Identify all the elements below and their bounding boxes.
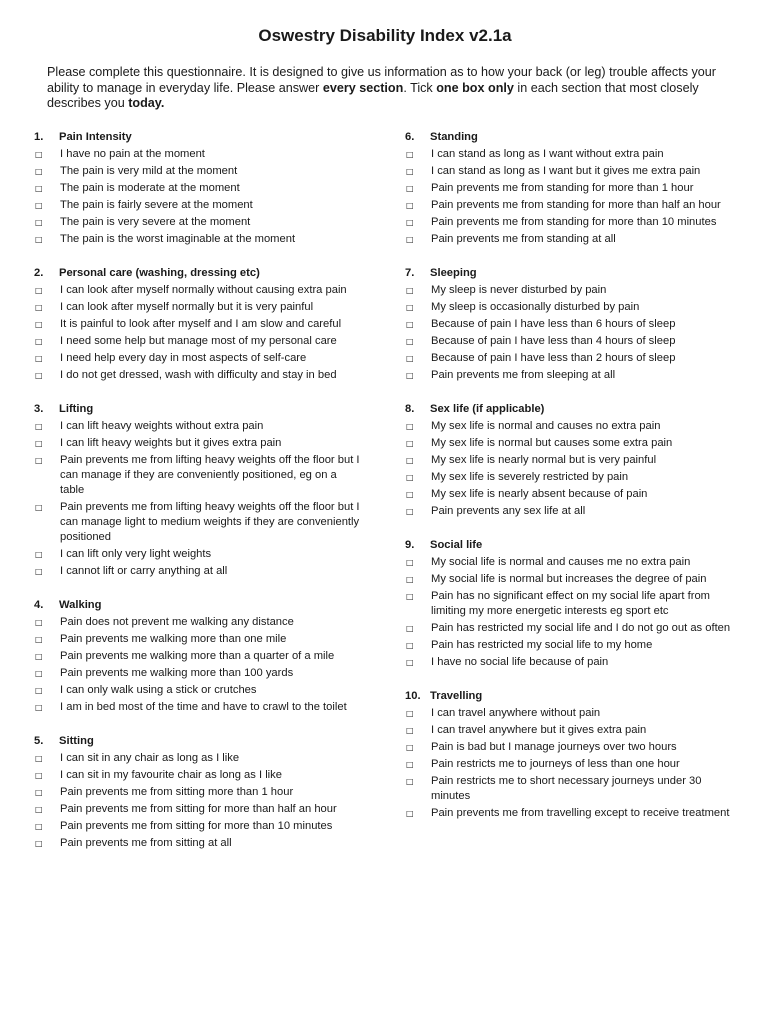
checkbox-icon[interactable]: □ (35, 320, 43, 329)
answer-option[interactable] (405, 705, 735, 722)
section-heading (405, 537, 735, 554)
answer-option[interactable] (405, 756, 735, 773)
instructions (47, 65, 737, 112)
answer-option-label: I can stand as long as I want without extra pain (431, 148, 664, 160)
section-number: 6. (405, 131, 415, 143)
answer-option[interactable] (405, 282, 735, 299)
answer-option[interactable] (405, 452, 735, 469)
answer-option[interactable] (405, 588, 735, 620)
answer-option[interactable] (34, 367, 364, 384)
answer-option[interactable] (405, 620, 735, 637)
answer-option-label: I can look after myself normally without causing extra pain (60, 284, 347, 296)
checkbox-icon[interactable]: □ (35, 788, 43, 797)
answer-option-label: Pain prevents any sex life at all (431, 505, 586, 517)
answer-option[interactable] (34, 435, 364, 452)
checkbox-icon[interactable]: □ (35, 303, 43, 312)
section-title: Travelling (430, 690, 483, 702)
answer-option[interactable] (34, 801, 364, 818)
checkbox-icon[interactable]: □ (406, 218, 414, 227)
answer-option-label: Pain prevents me from lifting heavy weights off the floor but I can manage light to medium weights if they are conveniently positioned (60, 501, 360, 543)
question-section (34, 401, 364, 580)
checkbox-icon[interactable]: □ (35, 150, 43, 159)
answer-option-label: Pain prevents me from sitting for more than half an hour (60, 803, 337, 815)
answer-option[interactable] (34, 197, 364, 214)
answer-option[interactable] (405, 469, 735, 486)
checkbox-icon[interactable]: □ (406, 167, 414, 176)
answer-option[interactable] (405, 350, 735, 367)
section-number: 8. (405, 403, 415, 415)
checkbox-icon[interactable]: □ (406, 490, 414, 499)
question-section (405, 401, 735, 520)
checkbox-icon[interactable]: □ (35, 218, 43, 227)
section-heading (34, 597, 364, 614)
question-section (405, 688, 735, 822)
checkbox-icon[interactable]: □ (35, 635, 43, 644)
answer-option[interactable] (34, 214, 364, 231)
checkbox-icon[interactable]: □ (35, 567, 43, 576)
answer-option-label: The pain is the worst imaginable at the moment (60, 233, 296, 245)
answer-option[interactable] (34, 452, 364, 499)
checkbox-icon[interactable]: □ (406, 422, 414, 431)
checkbox-icon[interactable]: □ (406, 150, 414, 159)
checkbox-icon[interactable]: □ (406, 354, 414, 363)
answer-option[interactable] (34, 784, 364, 801)
answer-option-label: Because of pain I have less than 6 hours of sleep (431, 318, 676, 330)
section-title: Sleeping (430, 267, 477, 279)
checkbox-icon[interactable]: □ (35, 822, 43, 831)
answer-option[interactable] (405, 333, 735, 350)
checkbox-icon[interactable]: □ (35, 354, 43, 363)
checkbox-icon[interactable]: □ (406, 726, 414, 735)
answer-option[interactable] (405, 180, 735, 197)
checkbox-icon[interactable]: □ (35, 703, 43, 712)
answer-option[interactable] (405, 146, 735, 163)
answer-option[interactable] (34, 750, 364, 767)
instructions-text: in each section that most closely describes you (47, 80, 699, 110)
checkbox-icon[interactable]: □ (406, 235, 414, 244)
answer-option[interactable] (405, 503, 735, 520)
checkbox-icon[interactable]: □ (406, 507, 414, 516)
question-section (34, 597, 364, 716)
checkbox-icon[interactable]: □ (35, 235, 43, 244)
answer-option-label: Pain has restricted my social life to my home (431, 639, 653, 651)
checkbox-icon[interactable]: □ (406, 624, 414, 633)
answer-option-label: My sex life is normal but causes some extra pain (431, 437, 673, 449)
checkbox-icon[interactable]: □ (406, 439, 414, 448)
checkbox-icon[interactable]: □ (406, 760, 414, 769)
answer-option-label: I have no pain at the moment (60, 148, 205, 160)
answer-option-label: I can stand as long as I want but it gives me extra pain (431, 165, 701, 177)
checkbox-icon[interactable]: □ (406, 303, 414, 312)
answer-option-label: My sex life is nearly absent because of pain (431, 488, 648, 500)
answer-option[interactable] (34, 648, 364, 665)
left-column (34, 129, 364, 869)
checkbox-icon[interactable]: □ (35, 439, 43, 448)
answer-option[interactable] (405, 231, 735, 248)
answer-option-label: I can lift heavy weights without extra pain (60, 420, 264, 432)
section-heading (34, 265, 364, 282)
section-number: 3. (34, 403, 44, 415)
answer-option-label: Pain prevents me from sleeping at all (431, 369, 616, 381)
checkbox-icon[interactable]: □ (35, 167, 43, 176)
answer-option-label: Pain prevents me from standing for more than 10 minutes (431, 216, 717, 228)
section-heading (34, 401, 364, 418)
checkbox-icon[interactable]: □ (35, 618, 43, 627)
answer-option-label: Pain restricts me to short necessary journeys under 30 minutes (431, 775, 702, 802)
checkbox-icon[interactable]: □ (406, 558, 414, 567)
checkbox-icon[interactable]: □ (406, 641, 414, 650)
checkbox-icon[interactable]: □ (406, 473, 414, 482)
page-title: Oswestry Disability Index v2.1a (258, 26, 512, 45)
section-title: Standing (430, 131, 478, 143)
answer-option-label: I do not get dressed, wash with difficulty and stay in bed (60, 369, 337, 381)
section-title: Sitting (59, 735, 94, 747)
checkbox-icon[interactable]: □ (406, 456, 414, 465)
answer-option-label: I can lift only very light weights (60, 548, 212, 560)
answer-option-label: Pain prevents me from standing for more than 1 hour (431, 182, 694, 194)
instructions-text: . Tick (403, 80, 437, 95)
answer-option[interactable] (405, 486, 735, 503)
answer-option-label: Pain prevents me walking more than 100 yards (60, 667, 294, 679)
checkbox-icon[interactable]: □ (406, 575, 414, 584)
answer-option-label: The pain is very mild at the moment (60, 165, 238, 177)
answer-option-label: Pain has no significant effect on my social life apart from limiting my more energetic interests eg sport etc (431, 590, 710, 617)
section-number: 5. (34, 735, 44, 747)
answer-option-label: Because of pain I have less than 4 hours of sleep (431, 335, 676, 347)
answer-option-label: My sex life is nearly normal but is very painful (431, 454, 657, 466)
answer-option-label: Pain prevents me from standing for more than half an hour (431, 199, 721, 211)
answer-option[interactable] (405, 299, 735, 316)
section-title: Lifting (59, 403, 94, 415)
answer-option[interactable] (34, 231, 364, 248)
answer-option[interactable] (34, 767, 364, 784)
answer-option[interactable] (34, 316, 364, 333)
checkbox-icon[interactable]: □ (35, 686, 43, 695)
answer-option-label: I can travel anywhere but it gives extra pain (431, 724, 647, 736)
answer-option-label: Pain prevents me walking more than one mile (60, 633, 287, 645)
answer-option[interactable] (34, 499, 364, 546)
answer-option-label: Pain restricts me to journeys of less than one hour (431, 758, 680, 770)
answer-option-label: The pain is very severe at the moment (60, 216, 251, 228)
question-section (34, 733, 364, 852)
answer-option-label: I need help every day in most aspects of self-care (60, 352, 307, 364)
checkbox-icon[interactable]: □ (35, 456, 43, 465)
answer-option-label: My sex life is severely restricted by pain (431, 471, 629, 483)
answer-option[interactable] (34, 180, 364, 197)
section-number: 4. (34, 599, 44, 611)
answer-option-label: Pain prevents me from lifting heavy weights off the floor but I can manage if they are conveniently positioned, eg on a table (60, 454, 360, 496)
answer-option-label: Pain prevents me walking more than a quarter of a mile (60, 650, 335, 662)
answer-option[interactable] (34, 665, 364, 682)
checkbox-icon[interactable]: □ (406, 777, 414, 786)
answer-option[interactable] (405, 214, 735, 231)
answer-option[interactable] (405, 435, 735, 452)
answer-option[interactable] (34, 282, 364, 299)
answer-option-label: I cannot lift or carry anything at all (60, 565, 228, 577)
answer-option-label: It is painful to look after myself and I am slow and careful (60, 318, 342, 330)
answer-option[interactable] (34, 614, 364, 631)
checkbox-icon[interactable]: □ (406, 743, 414, 752)
answer-option-label: My sex life is normal and causes no extra pain (431, 420, 661, 432)
section-heading (405, 265, 735, 282)
checkbox-icon[interactable]: □ (35, 754, 43, 763)
checkbox-icon[interactable]: □ (35, 422, 43, 431)
checkbox-icon[interactable]: □ (35, 503, 43, 512)
answer-option-label: I can look after myself normally but it is very painful (60, 301, 314, 313)
answer-option-label: Pain has restricted my social life and I do not go out as often (431, 622, 731, 634)
checkbox-icon[interactable]: □ (35, 550, 43, 559)
checkbox-icon[interactable]: □ (406, 592, 414, 601)
checkbox-icon[interactable]: □ (406, 658, 414, 667)
answer-option-label: Because of pain I have less than 2 hours of sleep (431, 352, 676, 364)
answer-option[interactable] (405, 739, 735, 756)
answer-option-label: I can sit in any chair as long as I like (60, 752, 240, 764)
answer-option[interactable] (34, 563, 364, 580)
answer-option-label: I can only walk using a stick or crutches (60, 684, 257, 696)
answer-option-label: Pain prevents me from sitting more than 1 hour (60, 786, 294, 798)
answer-option[interactable] (34, 546, 364, 563)
checkbox-icon[interactable]: □ (35, 184, 43, 193)
answer-option[interactable] (405, 197, 735, 214)
answer-option[interactable] (405, 722, 735, 739)
answer-option[interactable] (405, 805, 735, 822)
answer-option[interactable] (405, 367, 735, 384)
answer-option[interactable] (34, 631, 364, 648)
section-heading (405, 129, 735, 146)
section-heading (405, 688, 735, 705)
question-section (405, 265, 735, 384)
answer-option-label: The pain is moderate at the moment (60, 182, 240, 194)
answer-option-label: I have no social life because of pain (431, 656, 609, 668)
answer-option[interactable] (405, 637, 735, 654)
section-number: 10. (405, 690, 421, 702)
question-section (34, 265, 364, 384)
section-number: 9. (405, 539, 415, 551)
answer-option[interactable] (405, 163, 735, 180)
answer-option-label: My sleep is occasionally disturbed by pain (431, 301, 640, 313)
section-number: 2. (34, 267, 44, 279)
answer-option[interactable] (405, 571, 735, 588)
answer-option-label: I can sit in my favourite chair as long as I like (60, 769, 282, 781)
answer-option-label: Pain prevents me from sitting at all (60, 837, 232, 849)
answer-option-label: My sleep is never disturbed by pain (431, 284, 607, 296)
answer-option-label: I am in bed most of the time and have to crawl to the toilet (60, 701, 347, 713)
section-title: Social life (430, 539, 483, 551)
checkbox-icon[interactable]: □ (35, 771, 43, 780)
answer-option[interactable] (405, 316, 735, 333)
checkbox-icon[interactable]: □ (406, 184, 414, 193)
answer-option[interactable] (34, 146, 364, 163)
checkbox-icon[interactable]: □ (35, 805, 43, 814)
question-section (405, 129, 735, 248)
checkbox-icon[interactable]: □ (406, 709, 414, 718)
instructions-emphasis: today. (128, 96, 165, 110)
answer-option-label: Pain does not prevent me walking any distance (60, 616, 294, 628)
section-heading (34, 733, 364, 750)
answer-option-label: Pain prevents me from travelling except to receive treatment (431, 807, 730, 819)
instructions-text: Please complete this questionnaire. It is designed to give us information as to how your back (or leg) trouble affects your ability to manage in everyday life. Please answer (47, 65, 716, 95)
section-number: 1. (34, 131, 44, 143)
checkbox-icon[interactable]: □ (35, 286, 43, 295)
answer-option[interactable] (34, 682, 364, 699)
checkbox-icon[interactable]: □ (406, 201, 414, 210)
checkbox-icon[interactable]: □ (35, 337, 43, 346)
right-column (405, 129, 735, 839)
checkbox-icon[interactable]: □ (35, 652, 43, 661)
answer-option[interactable] (34, 333, 364, 350)
section-number: 7. (405, 267, 415, 279)
instructions-emphasis: every section (322, 80, 404, 95)
checkbox-icon[interactable]: □ (406, 320, 414, 329)
answer-option[interactable] (34, 350, 364, 367)
checkbox-icon[interactable]: □ (35, 371, 43, 380)
answer-option[interactable] (34, 299, 364, 316)
checkbox-icon[interactable]: □ (35, 201, 43, 210)
checkbox-icon[interactable]: □ (35, 669, 43, 678)
answer-option[interactable] (34, 835, 364, 852)
answer-option[interactable] (34, 163, 364, 180)
answer-option-label: Pain prevents me from standing at all (431, 233, 616, 245)
answer-option[interactable] (34, 699, 364, 716)
answer-option-label: The pain is fairly severe at the moment (60, 199, 253, 211)
instructions-emphasis: one box only (436, 80, 514, 95)
section-heading (405, 401, 735, 418)
answer-option[interactable] (34, 418, 364, 435)
answer-option-label: Pain is bad but I manage journeys over two hours (431, 741, 677, 753)
answer-option[interactable] (405, 654, 735, 671)
answer-option-label: I need some help but manage most of my personal care (60, 335, 337, 347)
answer-option[interactable] (405, 418, 735, 435)
question-section (34, 129, 364, 248)
checkbox-icon[interactable]: □ (406, 286, 414, 295)
checkbox-icon[interactable]: □ (406, 809, 414, 818)
checkbox-icon[interactable]: □ (35, 839, 43, 848)
section-title: Walking (59, 599, 102, 611)
answer-option[interactable] (34, 818, 364, 835)
answer-option-label: Pain prevents me from sitting for more than 10 minutes (60, 820, 333, 832)
answer-option-label: My social life is normal but increases the degree of pain (431, 573, 707, 585)
checkbox-icon[interactable]: □ (406, 337, 414, 346)
section-title: Sex life (if applicable) (430, 403, 545, 415)
answer-option-label: My social life is normal and causes me no extra pain (431, 556, 691, 568)
section-title: Personal care (washing, dressing etc) (59, 267, 260, 279)
answer-option-label: I can travel anywhere without pain (431, 707, 601, 719)
answer-option-label: I can lift heavy weights but it gives extra pain (60, 437, 282, 449)
section-heading (34, 129, 364, 146)
answer-option[interactable] (405, 773, 735, 805)
answer-option[interactable] (405, 554, 735, 571)
checkbox-icon[interactable]: □ (406, 371, 414, 380)
section-title: Pain Intensity (59, 131, 132, 143)
question-section (405, 537, 735, 671)
